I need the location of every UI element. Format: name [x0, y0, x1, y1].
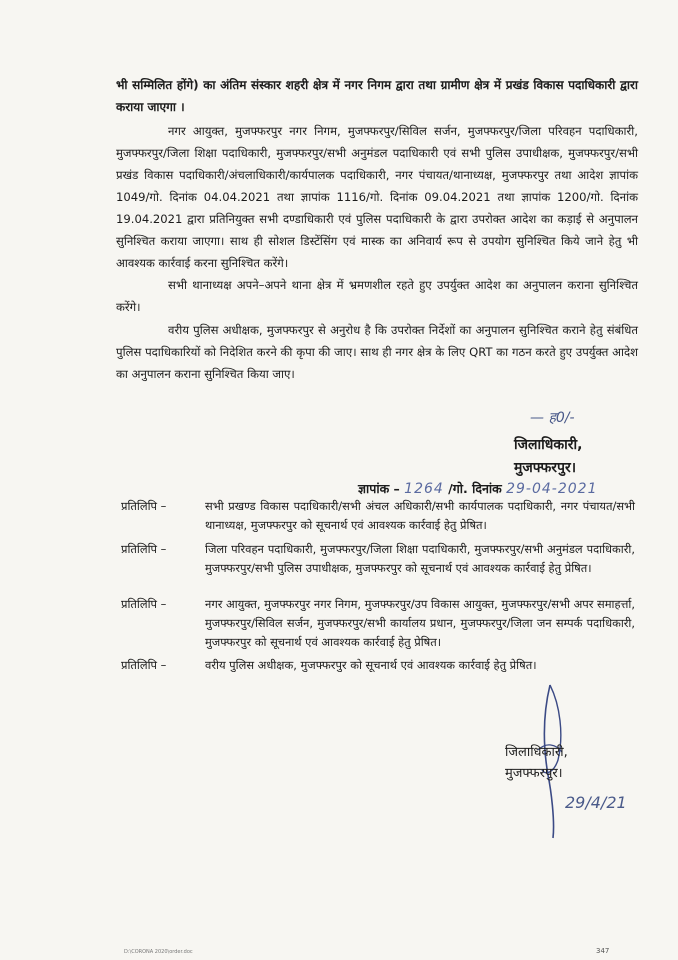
footer-file-path: D:\CORONA 2020\order.doc — [124, 949, 193, 955]
copy-text: सभी प्रखण्ड विकास पदाधिकारी/सभी अंचल अधिकारी/सभी कार्यपालक पदाधिकारी, नगर पंचायत/सभी थानाध्यक्ष, मुजफ्फरपुर को सूचनार्थ एवं आवश्यक कार्रवाई हेतु प्रेषित। — [205, 499, 635, 532]
paragraph-3: वरीय पुलिस अधीक्षक, मुजफ्फरपुर से अनुरोध है कि उपरोक्त निर्देशों का अनुपालन सुनिश्चित कराने हेतु संबंधित पुलिस पदाधिकारियों को निदेशित करने की कृपा की जाए। साथ ही नगर क्षेत्र के लिए QRT का गठन करते हुए उपर्युक्त आदेश का अनुपालन कराना सुनिश्चित किया जाए। — [116, 323, 638, 381]
handwritten-initial: — ह0/- — [530, 410, 575, 426]
copy-label: प्रतिलिपि – — [121, 597, 167, 611]
footer-page-number: 347 — [596, 947, 610, 955]
copy-text: नगर आयुक्त, मुजफ्फरपुर नगर निगम, मुजफ्फरपुर/उप विकास आयुक्त, मुजफ्फरपुर/सभी अपर समाहर्त्ता, मुजफ्फरपुर/सिविल सर्जन, मुजफ्फरपुर/सभी कार्यालय प्रधान, मुजफ्फरपुर/जिला जन सम्पर्क पदाधिकारी, मुजफ्फरपुर को सूचनार्थ एवं आवश्यक कार्रवाई हेतु प्रेषित। — [205, 597, 635, 649]
paragraph-1: नगर आयुक्त, मुजफ्फरपुर नगर निगम, मुजफ्फरपुर/सिविल सर्जन, मुजफ्फरपुर/जिला परिवहन पदाधिकारी, मुजफ्फरपुर/जिला शिक्षा पदाधिकारी, मुजफ्फरपुर/सभी अनुमंडल पदाधिकारी एवं सभी पुलिस उपाधीक्षक, मुजफ्फरपुर/सभी प्रखंड विकास पदाधिकारी/अंचलाधिकारी/कार्यपालक पदाधिकारी, नगर पंचायत/थानाध्यक्ष, मुजफ्फरपुर तथा आदेश ज्ञापांक 1049/गो. दिनांक 04.04.2021 तथा ज्ञापांक 1116/गो. दिनांक 09.04.2021 तथा ज्ञापांक 1200/गो. दिनांक 19.04.2021 द्वारा प्रतिनियुक्त सभी दण्डाधिकारी एवं पुलिस पदाधिकारी के द्वारा उपरोक्त आदेश का कड़ाई से अनुपालन सुनिश्चित कराया जाएगा। साथ ही सोशल डिस्टेंसिंग एवं मास्क का अनिवार्य रूप से उपयोग सुनिश्चित किये जाने हेतु भी आवश्यक कार्रवाई करना सुनिश्चित करेंगे। — [116, 124, 638, 270]
signature-scribble — [520, 680, 590, 840]
memo-number: 1264 — [404, 481, 444, 497]
opening-line: भी सम्मिलित होंगे) का अंतिम संस्कार शहरी क्षेत्र में नगर निगम द्वारा तथा ग्रामीण क्षेत्र में प्रखंड विकास पदाधिकारी द्वारा कराया जाएगा । — [116, 78, 638, 114]
copy-text: जिला परिवहन पदाधिकारी, मुजफ्फरपुर/जिला शिक्षा पदाधिकारी, मुजफ्फरपुर/सभी अनुमंडल पदाधिकारी, मुजफ्फरपुर/सभी पुलिस उपाधीक्षक, मुजफ्फरपुर को सूचनार्थ एवं आवश्यक कार्रवाई हेतु प्रेषित। — [205, 542, 635, 575]
copy-label: प्रतिलिपि – — [121, 499, 167, 513]
handwritten-signature-date: 29/4/21 — [565, 793, 627, 812]
lower-signatory-place: मुजफ्फरपुर। — [505, 766, 563, 781]
copy-label: प्रतिलिपि – — [121, 658, 167, 672]
lower-signatory-title: जिलाधिकारी, — [505, 745, 568, 760]
signatory-place: मुजफ्फरपुर। — [514, 460, 577, 476]
copy-label: प्रतिलिपि – — [121, 542, 167, 556]
memo-date: 29-04-2021 — [506, 481, 598, 497]
memo-label: ज्ञापांक – — [358, 481, 400, 496]
memo-separator: /गो. दिनांक — [448, 481, 502, 496]
signatory-title: जिलाधिकारी, — [514, 437, 583, 453]
memo-line — [358, 480, 597, 497]
copy-text: वरीय पुलिस अधीक्षक, मुजफ्फरपुर को सूचनार्थ एवं आवश्यक कार्रवाई हेतु प्रेषित। — [205, 658, 537, 672]
paragraph-2: सभी थानाध्यक्ष अपने–अपने थाना क्षेत्र में भ्रमणशील रहते हुए उपर्युक्त आदेश का अनुपालन कराना सुनिश्चित करेंगे। — [116, 278, 638, 314]
